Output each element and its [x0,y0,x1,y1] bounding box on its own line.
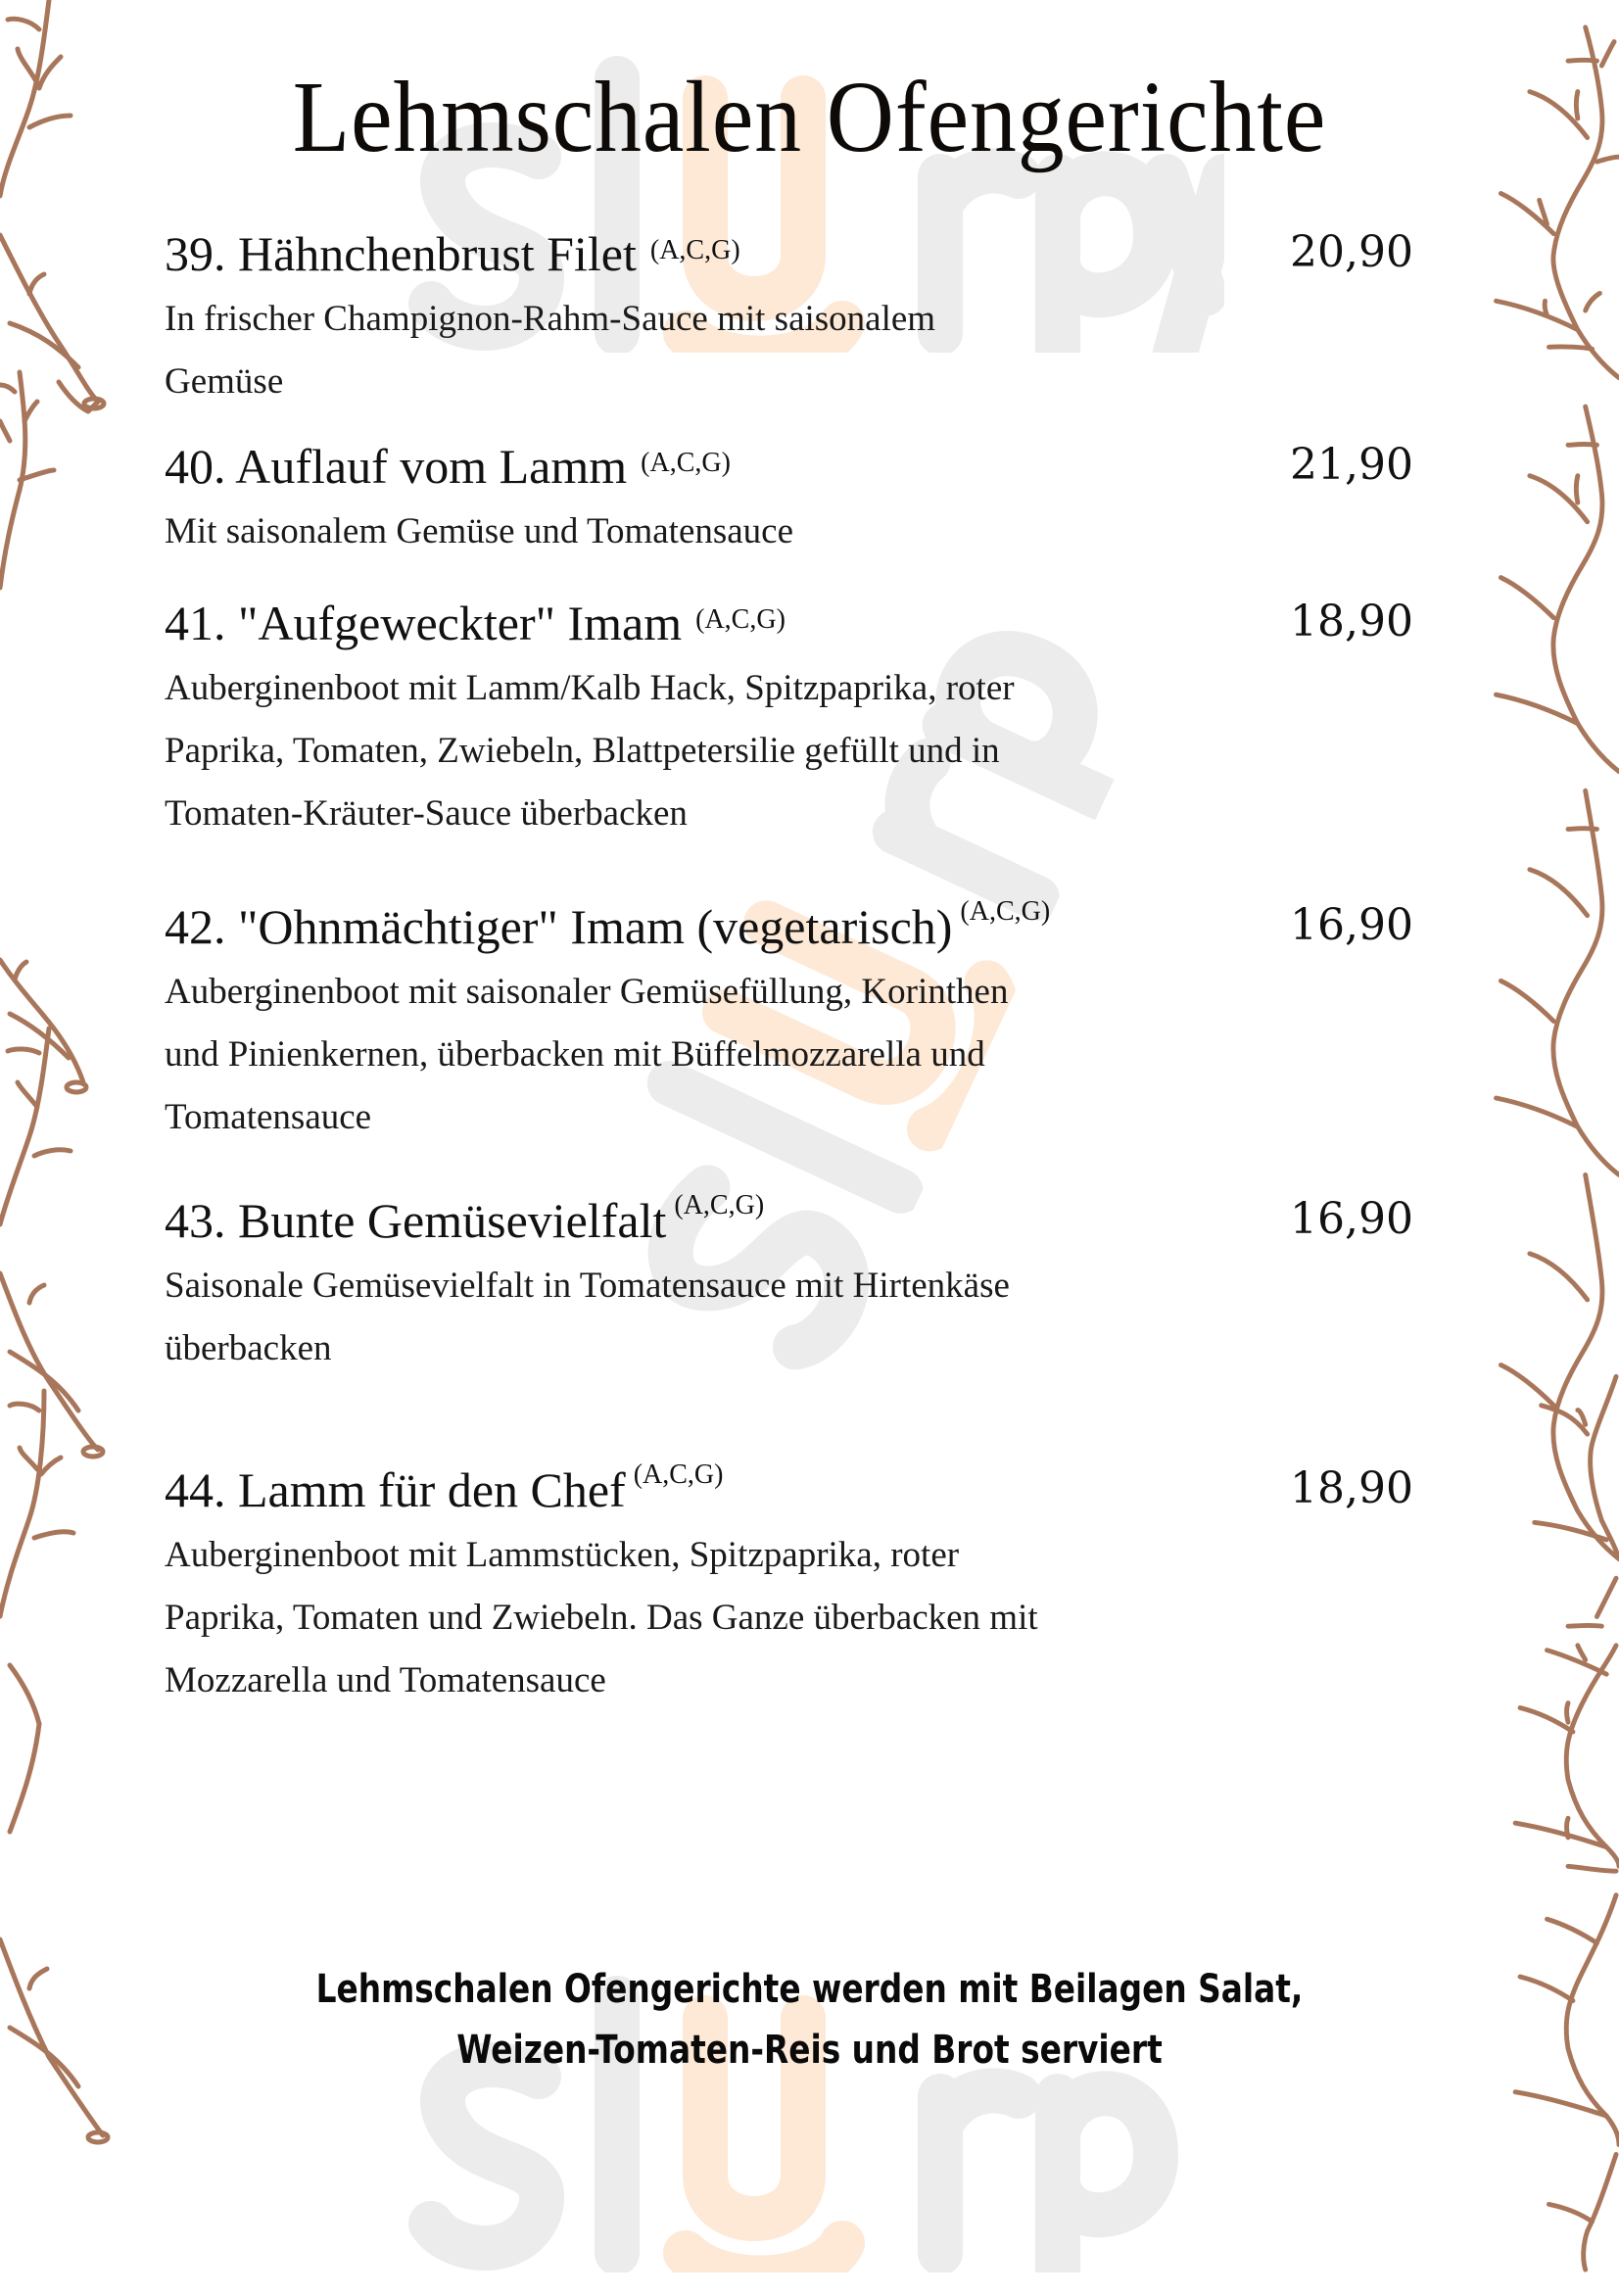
item-name: 42. "Ohnmächtiger" Imam (vegetarisch) $^{(A,C,G)}$ [165,896,1051,954]
menu-item [165,438,1413,563]
menu-item [165,1461,1413,1712]
item-name: 41. "Aufgeweckter" Imam $^{(A,C,G)}$ [165,596,786,650]
menu-item [165,225,1413,413]
allergen-codes: (A,C,G) [641,448,731,478]
allergen-codes: (A,C,G) [960,896,1051,927]
branch-right-icon [1472,0,1619,2292]
menu-item [165,595,1413,845]
menu-item [165,1192,1413,1380]
item-description: Saisonale Gemüsevielfalt in Tomatensauce mit Hirtenkäse überbacken [165,1266,1010,1368]
item-price: 18,90 [1290,597,1413,646]
item-description: Auberginenboot mit Lammstücken, Spitzpaprika, roter Paprika, Tomaten und Zwiebeln. Das Ganze überbacken mit Mozzarella und Tomatensauce [165,1535,1038,1700]
branch-left-icon [0,0,147,2292]
menu-item [165,898,1413,1149]
item-price: 20,90 [1290,227,1413,277]
item-name: 39. Hähnchenbrust Filet $^{(A,C,G)}$ [165,226,740,281]
item-price: 18,90 [1290,1463,1413,1513]
item-description: Auberginenboot mit Lamm/Kalb Hack, Spitzpaprika, roter Paprika, Tomaten, Zwiebeln, Blattpetersilie gefüllt und in Tomaten-Kräuter-Sauce überbacken [165,668,1015,834]
page-title: Lehmschalen Ofengerichte [292,61,1327,173]
allergen-codes: (A,C,G) [649,235,740,265]
item-price: 16,90 [1290,900,1413,950]
item-name: 40. Auflauf vom Lamm $^{(A,C,G)}$ [165,439,731,494]
allergen-codes: (A,C,G) [695,604,786,635]
side-dishes-note: Lehmschalen Ofengerichte werden mit Beilagen Salat, Weizen-Tomaten-Reis und Brot serviert [315,1967,1304,2073]
allergen-codes: (A,C,G) [674,1190,765,1220]
item-description: Auberginenboot mit saisonaler Gemüsefüllung, Korinthen und Pinienkernen, überbacken mit Büffelmozzarella und Tomatensauce [165,972,1009,1137]
item-price: 16,90 [1290,1194,1413,1244]
item-name: 43. Bunte Gemüsevielfalt $^{(A,C,G)}$ [165,1190,765,1248]
item-description: Mit saisonalem Gemüse und Tomatensauce [165,511,794,551]
allergen-codes: (A,C,G) [633,1459,724,1490]
item-name: 44. Lamm für den Chef $^{(A,C,G)}$ [165,1459,724,1517]
item-price: 21,90 [1290,440,1413,490]
item-description: In frischer Champignon-Rahm-Sauce mit saisonalem Gemüse [165,299,936,402]
